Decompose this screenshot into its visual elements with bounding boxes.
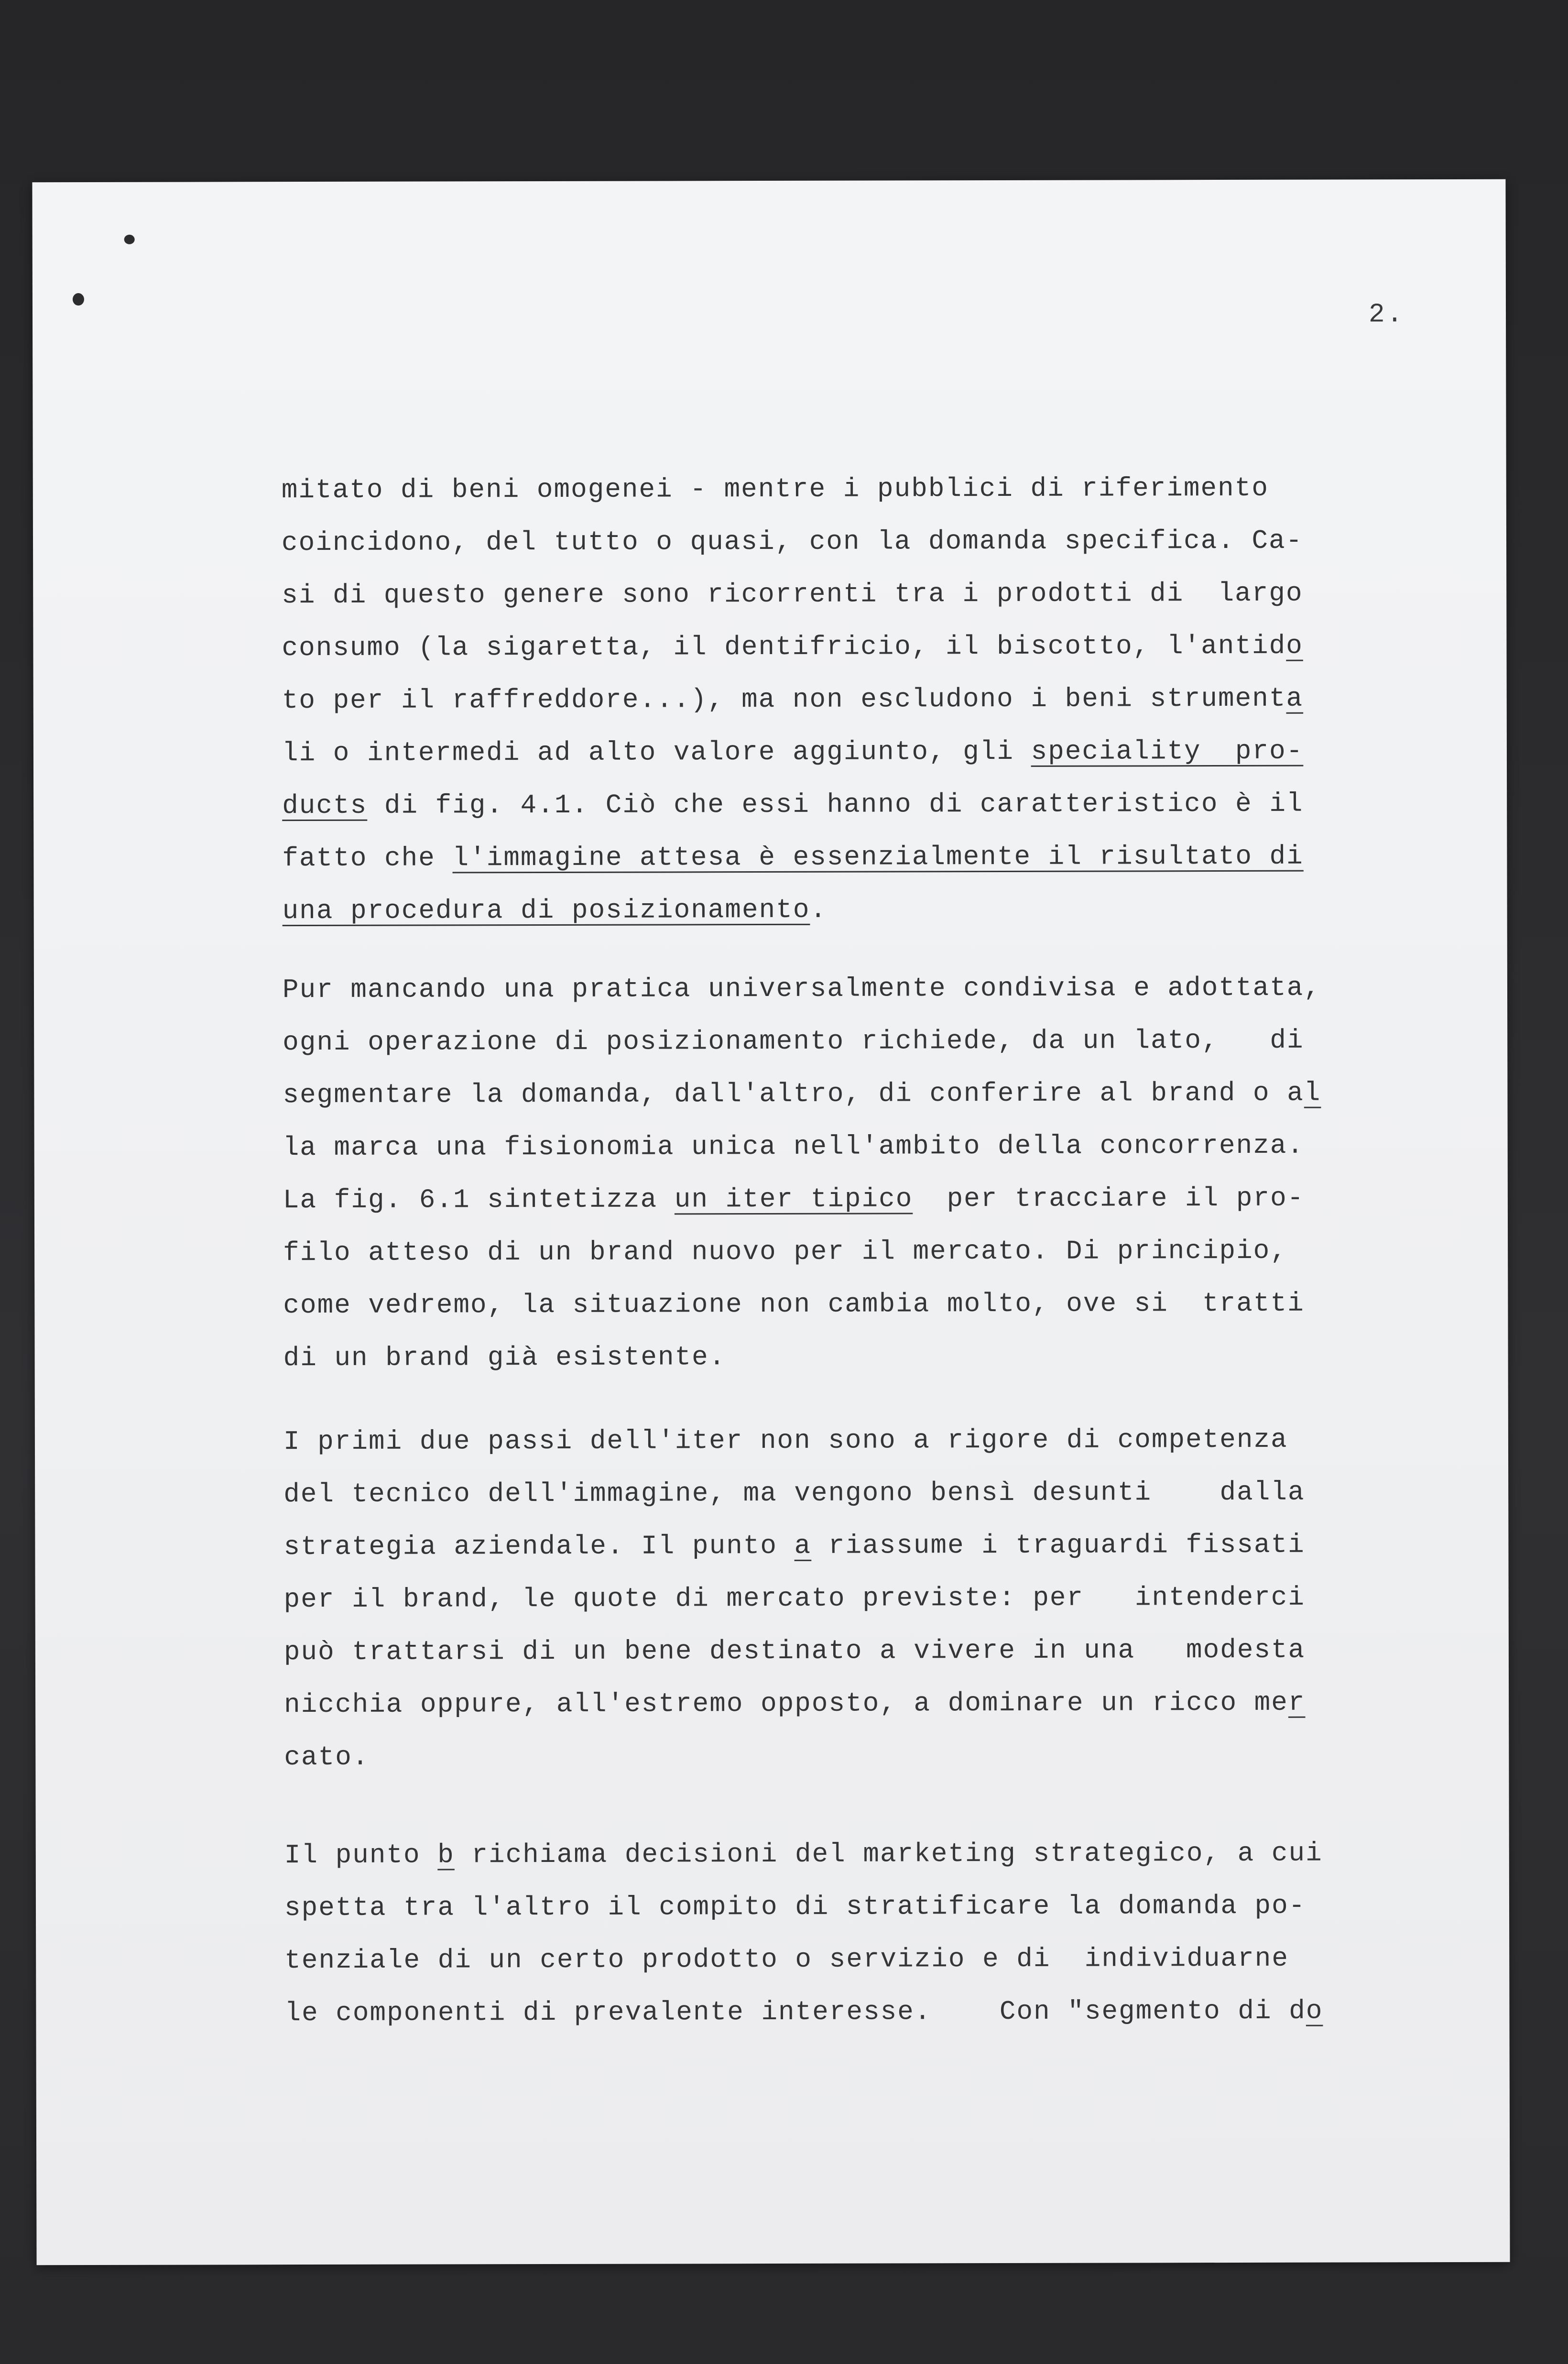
text-segment: fatto che	[282, 843, 453, 874]
text-line	[282, 567, 1429, 622]
underlined-text: una procedura di posizionamento	[282, 894, 810, 927]
underlined-text: speciality pro-	[1031, 735, 1304, 767]
text-segment: nicchia oppure, all'estremo opposto, a dominare un ricco me	[284, 1687, 1288, 1720]
underlined-text: un iter tipico	[674, 1183, 913, 1215]
text-segment: consumo (la sigaretta, il dentifricio, il biscotto, l'antid	[282, 630, 1286, 664]
paragraph	[282, 461, 1430, 937]
text-line	[283, 1171, 1430, 1226]
underlined-text: b	[437, 1839, 455, 1871]
text-segment: segmentare la domanda, dall'altro, di conferire al brand o a	[283, 1077, 1304, 1111]
underlined-text: l'immagine attesa è essenzialmente il risultato di	[452, 841, 1304, 874]
text-line	[284, 1571, 1431, 1626]
text-line	[283, 1224, 1430, 1279]
text-line	[283, 961, 1430, 1016]
text-line	[284, 1827, 1432, 1882]
text-segment: come vedremo, la situazione non cambia molto, ove si tratti	[283, 1288, 1305, 1321]
text-segment: riassume i traguardi fissati	[811, 1529, 1305, 1561]
text-segment: to per il raffreddore...), ma non escludono i beni strument	[282, 683, 1286, 716]
text-line	[283, 1518, 1431, 1573]
text-line	[284, 1676, 1431, 1731]
text-segment: la marca una fisionomia unica nell'ambito della concorrenza.	[283, 1130, 1305, 1163]
text-line	[283, 1413, 1431, 1468]
text-line	[283, 882, 1430, 937]
underlined-text: o	[1286, 630, 1303, 661]
page-number: 2.	[1368, 299, 1405, 330]
text-line	[284, 1729, 1431, 1784]
text-line	[284, 1623, 1431, 1678]
text-line	[283, 1066, 1430, 1121]
text-segment: mitato di beni omogenei - mentre i pubblici di riferimento	[281, 472, 1269, 506]
text-line	[283, 1466, 1431, 1521]
text-segment: per il brand, le quote di mercato previste: per intenderci	[283, 1582, 1306, 1615]
underlined-text: r	[1288, 1687, 1306, 1718]
underlined-text: o	[1306, 1995, 1323, 2026]
text-segment: le componenti di prevalente interesse. Con "segmento di d	[284, 1995, 1306, 2029]
text-segment: strategia aziendale. Il punto	[283, 1530, 795, 1563]
typewritten-page	[32, 179, 1510, 2265]
underlined-text: l	[1304, 1077, 1321, 1108]
text-line	[284, 1984, 1432, 2039]
text-segment: I primi due passi dell'iter non sono a rigore di competenza	[283, 1424, 1288, 1457]
text-line	[283, 1277, 1430, 1332]
text-segment: spetta tra l'altro il compito di stratificare la domanda po-	[284, 1890, 1306, 1924]
text-line	[283, 1119, 1430, 1174]
text-line	[282, 514, 1429, 569]
text-segment: di fig. 4.1. Ciò che essi hanno di caratteristico è il	[367, 788, 1304, 821]
paragraph	[283, 961, 1431, 1384]
text-segment: per tracciare il pro-	[913, 1182, 1305, 1215]
text-segment: può trattarsi di un bene destinato a vivere in una modesta	[283, 1634, 1306, 1668]
text-line	[284, 1932, 1432, 1987]
text-segment: Pur mancando una pratica universalmente condivisa e adottata,	[282, 972, 1321, 1006]
text-segment: ogni operazione di posizionamento richiede, da un lato, di	[283, 1025, 1304, 1058]
text-line	[283, 1329, 1430, 1384]
text-line	[282, 830, 1429, 885]
text-line	[283, 1014, 1430, 1069]
text-segment: La fig. 6.1 sintetizza	[283, 1184, 675, 1216]
underlined-text: a	[1286, 683, 1304, 714]
text-segment: li o intermedi ad alto valore aggiunto, gli	[282, 736, 1031, 769]
paragraph	[283, 1413, 1432, 1784]
text-line	[282, 672, 1429, 727]
underlined-text: a	[794, 1530, 812, 1561]
text-line	[282, 461, 1429, 516]
punch-hole-mark	[73, 293, 84, 306]
text-segment: tenziale di un certo prodotto o servizio e di individuarne	[284, 1943, 1289, 1976]
text-segment: coincidono, del tutto o quasi, con la domanda specifica. Ca-	[281, 525, 1303, 558]
punch-hole-mark	[124, 235, 135, 244]
text-segment: si di questo genere sono ricorrenti tra i prodotti di largo	[282, 578, 1303, 611]
paragraph	[284, 1827, 1432, 2039]
text-segment: filo atteso di un brand nuovo per il mercato. Di principio,	[283, 1235, 1287, 1269]
text-segment: del tecnico dell'immagine, ma vengono bensì desunti dalla	[283, 1477, 1305, 1510]
text-line	[282, 619, 1429, 674]
text-segment: .	[810, 894, 828, 925]
underlined-text: ducts	[282, 790, 368, 821]
text-line	[282, 777, 1429, 832]
text-segment: cato.	[284, 1741, 370, 1773]
text-line	[282, 724, 1429, 779]
text-segment: Il punto	[284, 1839, 438, 1871]
text-segment: richiama decisioni del marketing strategico, a cui	[454, 1838, 1323, 1871]
text-line	[284, 1879, 1432, 1934]
text-segment: di un brand già esistente.	[283, 1342, 726, 1374]
